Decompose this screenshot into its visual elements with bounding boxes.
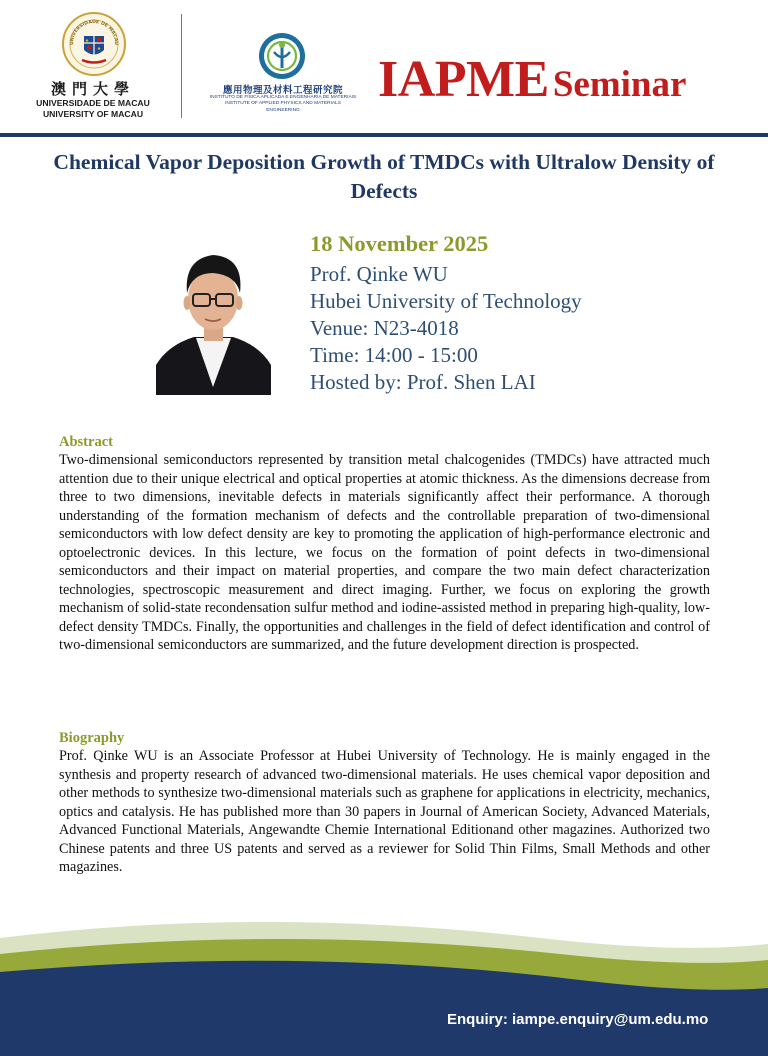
biography-section bbox=[59, 729, 710, 877]
talk-venue: Venue: N23-4018 bbox=[310, 316, 459, 340]
header bbox=[0, 0, 768, 134]
talk-title: Chemical Vapor Deposition Growth of TMDCs with Ultralow Density of Defects bbox=[53, 150, 715, 203]
iapme-chinese-name: 應用物理及材料工程研究院 bbox=[222, 85, 343, 96]
seal-text: UNIVERSIDADE DE MACAU bbox=[69, 19, 119, 46]
abstract-heading: Abstract bbox=[59, 434, 113, 450]
um-english-name: UNIVERSITY OF MACAU bbox=[42, 109, 144, 119]
seminar-title-seminar: Seminar bbox=[552, 64, 687, 105]
abstract-section bbox=[59, 433, 710, 655]
talk-info bbox=[310, 229, 750, 396]
seminar-title-iapme: IAPME bbox=[378, 51, 549, 108]
speaker-photo bbox=[156, 237, 271, 395]
biography-text: Prof. Qinke WU is an Associate Professor at Hubei University of Technology. He is mainly engaged in the synthesis and property research of advanced two-dimensional materials. He uses chemical vapor deposition and other methods to synthesize two-dimensional materials such as graphene for applications in electricity, mechanics, optics and catalysis. He has published more than 30 papers in Journal of American Society, Advanced Materials, Advanced Functional Materials, Angewandte Chemie International Editionand other magazines. Authorized two Chinese patents and three US patents and served as a reviewer for Solid Thin Films, Small Methods and other magazines. bbox=[59, 748, 710, 875]
header-divider bbox=[181, 14, 182, 118]
abstract-text: Two-dimensional semiconductors represented by transition metal chalcogenides (TMDCs) have attracted much attention due to their unique electrical and optical properties at atomic thickness. As the dimensions decrease from three to two dimensions, inevitable defects in materials significantly affect their performance. A thorough understanding of the formation mechanism of defects and the controllable preparation of two-dimensional semiconductors with low defect density are key to promoting the application of high-performance electronic and optoelectronic devices. In this lecture, we focus on the formation of point defects in two-dimensional semiconductors and their impact on material properties, and compare the two main defect characterization technologies, spectroscopic measurement and direct imaging. Further, we focus on exploring the growth mechanism of solid-state recondensation sulfur method and iodine-assisted method in preparing high-quality, low-defect density TMDCs. Finally, the opportunities and challenges in the field of defect identification and control of two-dimensional semiconductors are summarized, and the future development direction is prospected. bbox=[59, 452, 710, 653]
biography-heading: Biography bbox=[59, 730, 125, 746]
seminar-title bbox=[378, 50, 686, 109]
iapme-name-text bbox=[208, 95, 358, 114]
um-portuguese-name: UNIVERSIDADE DE MACAU bbox=[36, 98, 150, 108]
footer-wave bbox=[0, 910, 768, 1056]
um-chinese-name: 澳門大學 bbox=[50, 80, 135, 98]
iapme-logo-icon bbox=[258, 32, 306, 80]
iapme-english-name: INSTITUTE OF APPLIED PHYSICS AND MATERIALS ENGINEERING bbox=[225, 101, 341, 113]
enquiry-contact: Enquiry: iampe.enquiry@um.edu.mo bbox=[447, 1011, 709, 1028]
talk-date: 18 November 2025 bbox=[310, 231, 489, 256]
um-name-text bbox=[20, 98, 166, 120]
talk-time: Time: 14:00 - 15:00 bbox=[310, 343, 478, 367]
speaker-affiliation: Hubei University of Technology bbox=[310, 289, 582, 313]
speaker-name: Prof. Qinke WU bbox=[310, 262, 448, 286]
iapme-portuguese-name: INSTITUTO DE FÍSICA APLICADA E ENGENHARIA DE MATERIAIS bbox=[209, 95, 357, 100]
talk-host: Hosted by: Prof. Shen LAI bbox=[310, 370, 536, 394]
university-of-macau-seal-icon bbox=[62, 12, 126, 76]
header-rule bbox=[0, 133, 768, 137]
